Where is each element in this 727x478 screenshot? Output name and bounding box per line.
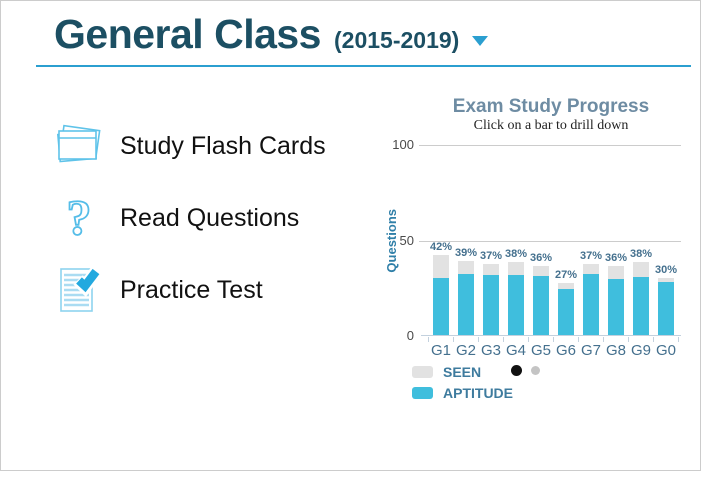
bar-G2[interactable] [458,261,474,335]
menu-item-practice-test[interactable] [54,265,326,315]
menu-item-study-flash-cards[interactable] [54,121,326,171]
pagination-dot-1[interactable] [511,365,522,376]
legend-label-aptitude: APTITUDE [443,385,513,401]
bar-value-label: 38% [504,248,528,260]
bar-segment-seen [633,262,649,277]
svg-text:?: ? [66,194,92,242]
chevron-down-icon[interactable] [472,36,488,46]
bar-value-label: 36% [529,252,553,264]
bar-value-label: 27% [554,269,578,281]
bar-segment-aptitude [483,275,499,335]
exam-progress-chart [384,96,701,426]
bar-value-label: 30% [654,264,678,276]
bar-segment-aptitude [608,279,624,335]
chart-title: Exam Study Progress [452,96,650,117]
page-title-range: (2015-2019) [334,27,460,53]
bar-G8[interactable] [608,266,624,335]
menu-item-read-questions[interactable] [54,193,326,243]
practice-test-icon [54,266,104,314]
bar-segment-aptitude [433,278,449,335]
pagination-dots [511,364,540,376]
y-axis-label: Questions [384,208,399,273]
chart-legend [412,364,513,401]
legend-row-seen [412,364,513,380]
bar-segment-seen [583,264,599,274]
bar-segment-seen [458,261,474,274]
bar-segment-aptitude [658,282,674,335]
gridline [419,145,681,146]
legend-label-seen: SEEN [443,364,482,380]
pagination-dot-2[interactable] [531,366,540,375]
bar-segment-seen [483,264,499,275]
bar-value-label: 39% [454,247,478,259]
menu-item-label: Study Flash Cards [120,131,326,160]
bar-G4[interactable] [508,262,524,335]
x-tick-label: G0 [655,342,676,359]
bar-G1[interactable] [433,255,449,335]
header-divider [36,65,691,67]
question-mark-icon [54,194,104,242]
bar-segment-seen [533,266,549,276]
y-tick-label: 0 [406,328,414,343]
y-tick-label: 50 [399,233,414,248]
bar-G5[interactable] [533,266,549,335]
x-tick-label: G5 [530,342,551,359]
x-tick-label: G4 [505,342,526,359]
x-tick-label: G8 [605,342,626,359]
x-tick-label: G2 [455,342,476,359]
bar-segment-aptitude [558,289,574,335]
x-tick-label: G6 [555,342,576,359]
bar-G3[interactable] [483,264,499,335]
bar-segment-aptitude [583,274,599,335]
bar-G0[interactable] [658,278,674,335]
menu-item-label: Read Questions [120,203,300,232]
bar-value-label: 38% [629,248,653,260]
header [54,11,488,58]
legend-swatch-seen [412,366,433,378]
bar-segment-aptitude [458,274,474,335]
gridline [419,241,681,242]
y-tick-label: 100 [392,137,414,152]
bar-value-label: 37% [479,250,503,262]
bar-value-label: 36% [604,252,628,264]
page-title: General Class [54,11,321,57]
bar-G7[interactable] [583,264,599,335]
plot-area [392,137,681,359]
bar-segment-aptitude [508,275,524,335]
menu [54,121,326,315]
menu-item-label: Practice Test [120,275,263,304]
legend-row-aptitude [412,385,513,401]
bar-segment-seen [608,266,624,279]
x-tick-label: G1 [430,342,451,359]
bar-value-label: 37% [579,250,603,262]
x-tick-label: G3 [480,342,501,359]
chart-subtitle: Click on a bar to drill down [473,118,629,133]
bar-segment-seen [508,262,524,275]
flash-cards-icon [54,123,104,169]
bar-segment-aptitude [633,277,649,335]
x-tick-label: G7 [580,342,601,359]
bar-segment-seen [433,255,449,278]
legend-swatch-aptitude [412,387,433,399]
bar-segment-aptitude [533,276,549,335]
x-tick-label: G9 [630,342,651,359]
bar-G6[interactable] [558,283,574,335]
bar-value-label: 42% [429,241,453,253]
bar-G9[interactable] [633,262,649,335]
